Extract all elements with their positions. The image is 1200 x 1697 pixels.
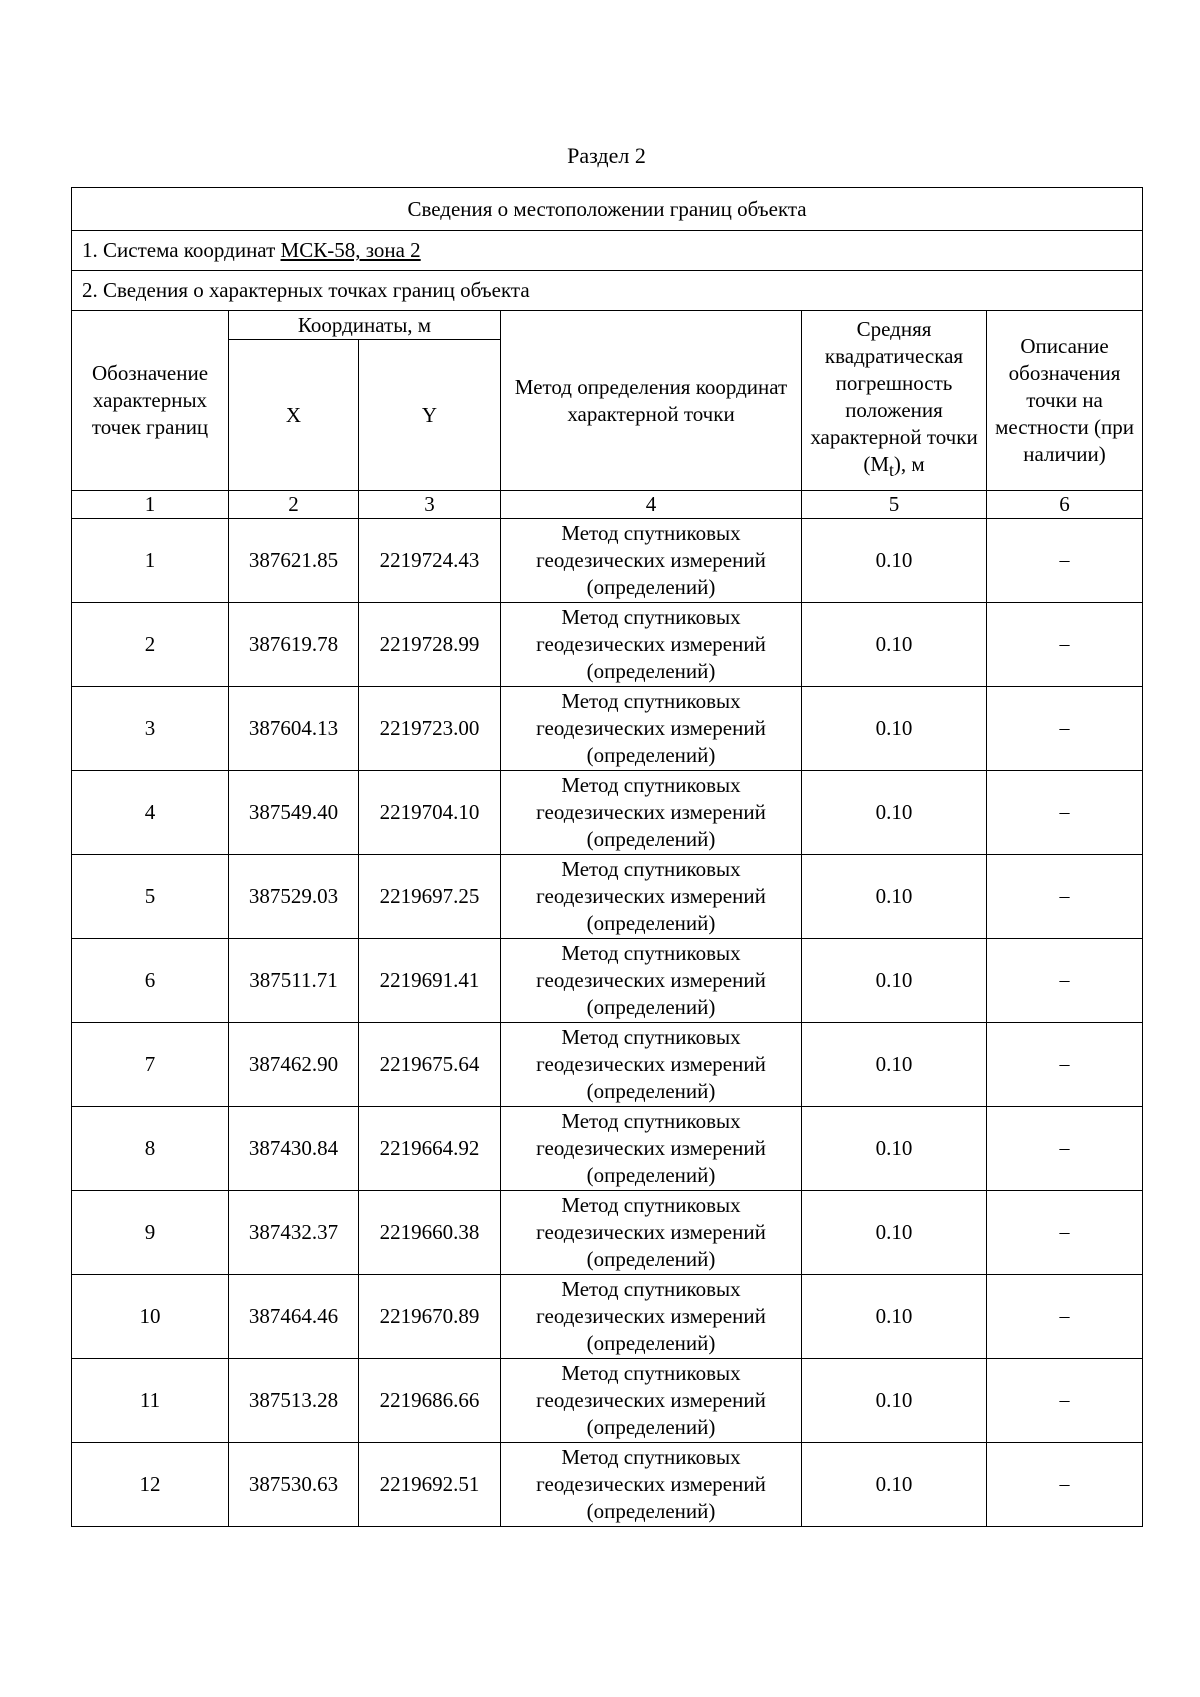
method-cell: Метод спутниковых геодезических измерений (определений) xyxy=(501,939,802,1023)
table-row xyxy=(72,1191,1143,1275)
x-coordinate-cell: 387621.85 xyxy=(229,519,359,603)
table-row xyxy=(72,771,1143,855)
table-row xyxy=(72,1023,1143,1107)
y-coordinate-cell: 2219724.43 xyxy=(359,519,501,603)
y-coordinate-cell: 2219691.41 xyxy=(359,939,501,1023)
error-cell: 0.10 xyxy=(802,1107,987,1191)
table-row xyxy=(72,1107,1143,1191)
point-number-cell: 11 xyxy=(72,1359,229,1443)
point-number-cell: 1 xyxy=(72,519,229,603)
x-coordinate-cell: 387513.28 xyxy=(229,1359,359,1443)
point-number-cell: 9 xyxy=(72,1191,229,1275)
y-coordinate-cell: 2219675.64 xyxy=(359,1023,501,1107)
points-heading: 2. Сведения о характерных точках границ объекта xyxy=(72,271,1143,311)
error-cell: 0.10 xyxy=(802,1443,987,1527)
x-coordinate-cell: 387462.90 xyxy=(229,1023,359,1107)
method-cell: Метод спутниковых геодезических измерений (определений) xyxy=(501,687,802,771)
description-cell: – xyxy=(987,939,1143,1023)
x-coordinate-cell: 387430.84 xyxy=(229,1107,359,1191)
error-cell: 0.10 xyxy=(802,687,987,771)
point-number-cell: 7 xyxy=(72,1023,229,1107)
table-row xyxy=(72,1443,1143,1527)
x-coordinate-cell: 387619.78 xyxy=(229,603,359,687)
coordinate-system-row xyxy=(72,231,1143,271)
x-coordinate-cell: 387511.71 xyxy=(229,939,359,1023)
point-number-cell: 10 xyxy=(72,1275,229,1359)
header-row-1 xyxy=(72,311,1143,340)
header-y: Y xyxy=(359,340,501,491)
y-coordinate-cell: 2219723.00 xyxy=(359,687,501,771)
coordinate-system-label: 1. Система координат xyxy=(82,238,281,262)
description-cell: – xyxy=(987,1443,1143,1527)
column-number: 3 xyxy=(359,491,501,519)
y-coordinate-cell: 2219670.89 xyxy=(359,1275,501,1359)
boundary-points-table xyxy=(71,187,1143,1527)
table-row xyxy=(72,1359,1143,1443)
description-cell: – xyxy=(987,603,1143,687)
table-heading: Сведения о местоположении границ объекта xyxy=(72,188,1143,231)
table-heading-row xyxy=(72,188,1143,231)
points-heading-row xyxy=(72,271,1143,311)
error-cell: 0.10 xyxy=(802,1275,987,1359)
header-error-label: Средняя квадратическая погрешность положения характерной точки (M xyxy=(810,317,978,477)
description-cell: – xyxy=(987,1359,1143,1443)
point-number-cell: 8 xyxy=(72,1107,229,1191)
y-coordinate-cell: 2219664.92 xyxy=(359,1107,501,1191)
table-row xyxy=(72,1275,1143,1359)
header-method: Метод определения координат характерной точки xyxy=(501,311,802,491)
error-cell: 0.10 xyxy=(802,771,987,855)
description-cell: – xyxy=(987,771,1143,855)
error-cell: 0.10 xyxy=(802,855,987,939)
x-coordinate-cell: 387464.46 xyxy=(229,1275,359,1359)
description-cell: – xyxy=(987,687,1143,771)
x-coordinate-cell: 387432.37 xyxy=(229,1191,359,1275)
error-cell: 0.10 xyxy=(802,603,987,687)
point-number-cell: 2 xyxy=(72,603,229,687)
x-coordinate-cell: 387604.13 xyxy=(229,687,359,771)
header-coordinates: Координаты, м xyxy=(229,311,501,340)
table-row xyxy=(72,603,1143,687)
table-row xyxy=(72,939,1143,1023)
header-x: X xyxy=(229,340,359,491)
header-error xyxy=(802,311,987,491)
point-number-cell: 5 xyxy=(72,855,229,939)
description-cell: – xyxy=(987,855,1143,939)
error-cell: 0.10 xyxy=(802,1359,987,1443)
method-cell: Метод спутниковых геодезических измерений (определений) xyxy=(501,1023,802,1107)
description-cell: – xyxy=(987,519,1143,603)
error-cell: 0.10 xyxy=(802,939,987,1023)
header-designation: Обозначение характерных точек границ xyxy=(72,311,229,491)
point-number-cell: 12 xyxy=(72,1443,229,1527)
column-number: 4 xyxy=(501,491,802,519)
y-coordinate-cell: 2219697.25 xyxy=(359,855,501,939)
method-cell: Метод спутниковых геодезических измерений (определений) xyxy=(501,1443,802,1527)
method-cell: Метод спутниковых геодезических измерений (определений) xyxy=(501,603,802,687)
method-cell: Метод спутниковых геодезических измерений (определений) xyxy=(501,1107,802,1191)
header-error-subscript: t xyxy=(889,460,894,481)
point-number-cell: 4 xyxy=(72,771,229,855)
coordinate-system-value: МСК-58, зона 2 xyxy=(280,238,421,262)
y-coordinate-cell: 2219686.66 xyxy=(359,1359,501,1443)
header-error-unit: ), м xyxy=(893,452,925,477)
point-number-cell: 6 xyxy=(72,939,229,1023)
table-row xyxy=(72,519,1143,603)
header-description: Описание обозначения точки на местности (при наличии) xyxy=(987,311,1143,491)
description-cell: – xyxy=(987,1191,1143,1275)
error-cell: 0.10 xyxy=(802,1023,987,1107)
coordinate-system-cell xyxy=(72,231,1143,271)
description-cell: – xyxy=(987,1275,1143,1359)
point-number-cell: 3 xyxy=(72,687,229,771)
y-coordinate-cell: 2219692.51 xyxy=(359,1443,501,1527)
method-cell: Метод спутниковых геодезических измерений (определений) xyxy=(501,1275,802,1359)
method-cell: Метод спутниковых геодезических измерений (определений) xyxy=(501,771,802,855)
column-number: 6 xyxy=(987,491,1143,519)
description-cell: – xyxy=(987,1023,1143,1107)
method-cell: Метод спутниковых геодезических измерений (определений) xyxy=(501,519,802,603)
x-coordinate-cell: 387549.40 xyxy=(229,771,359,855)
table-row xyxy=(72,687,1143,771)
x-coordinate-cell: 387530.63 xyxy=(229,1443,359,1527)
section-title: Раздел 2 xyxy=(567,143,646,168)
error-cell: 0.10 xyxy=(802,519,987,603)
method-cell: Метод спутниковых геодезических измерений (определений) xyxy=(501,1191,802,1275)
column-number: 2 xyxy=(229,491,359,519)
error-cell: 0.10 xyxy=(802,1191,987,1275)
column-number: 5 xyxy=(802,491,987,519)
table-body xyxy=(72,188,1143,1527)
column-number: 1 xyxy=(72,491,229,519)
y-coordinate-cell: 2219660.38 xyxy=(359,1191,501,1275)
y-coordinate-cell: 2219728.99 xyxy=(359,603,501,687)
description-cell: – xyxy=(987,1107,1143,1191)
table-row xyxy=(72,855,1143,939)
x-coordinate-cell: 387529.03 xyxy=(229,855,359,939)
method-cell: Метод спутниковых геодезических измерений (определений) xyxy=(501,1359,802,1443)
y-coordinate-cell: 2219704.10 xyxy=(359,771,501,855)
method-cell: Метод спутниковых геодезических измерений (определений) xyxy=(501,855,802,939)
column-numbers-row xyxy=(72,491,1143,519)
